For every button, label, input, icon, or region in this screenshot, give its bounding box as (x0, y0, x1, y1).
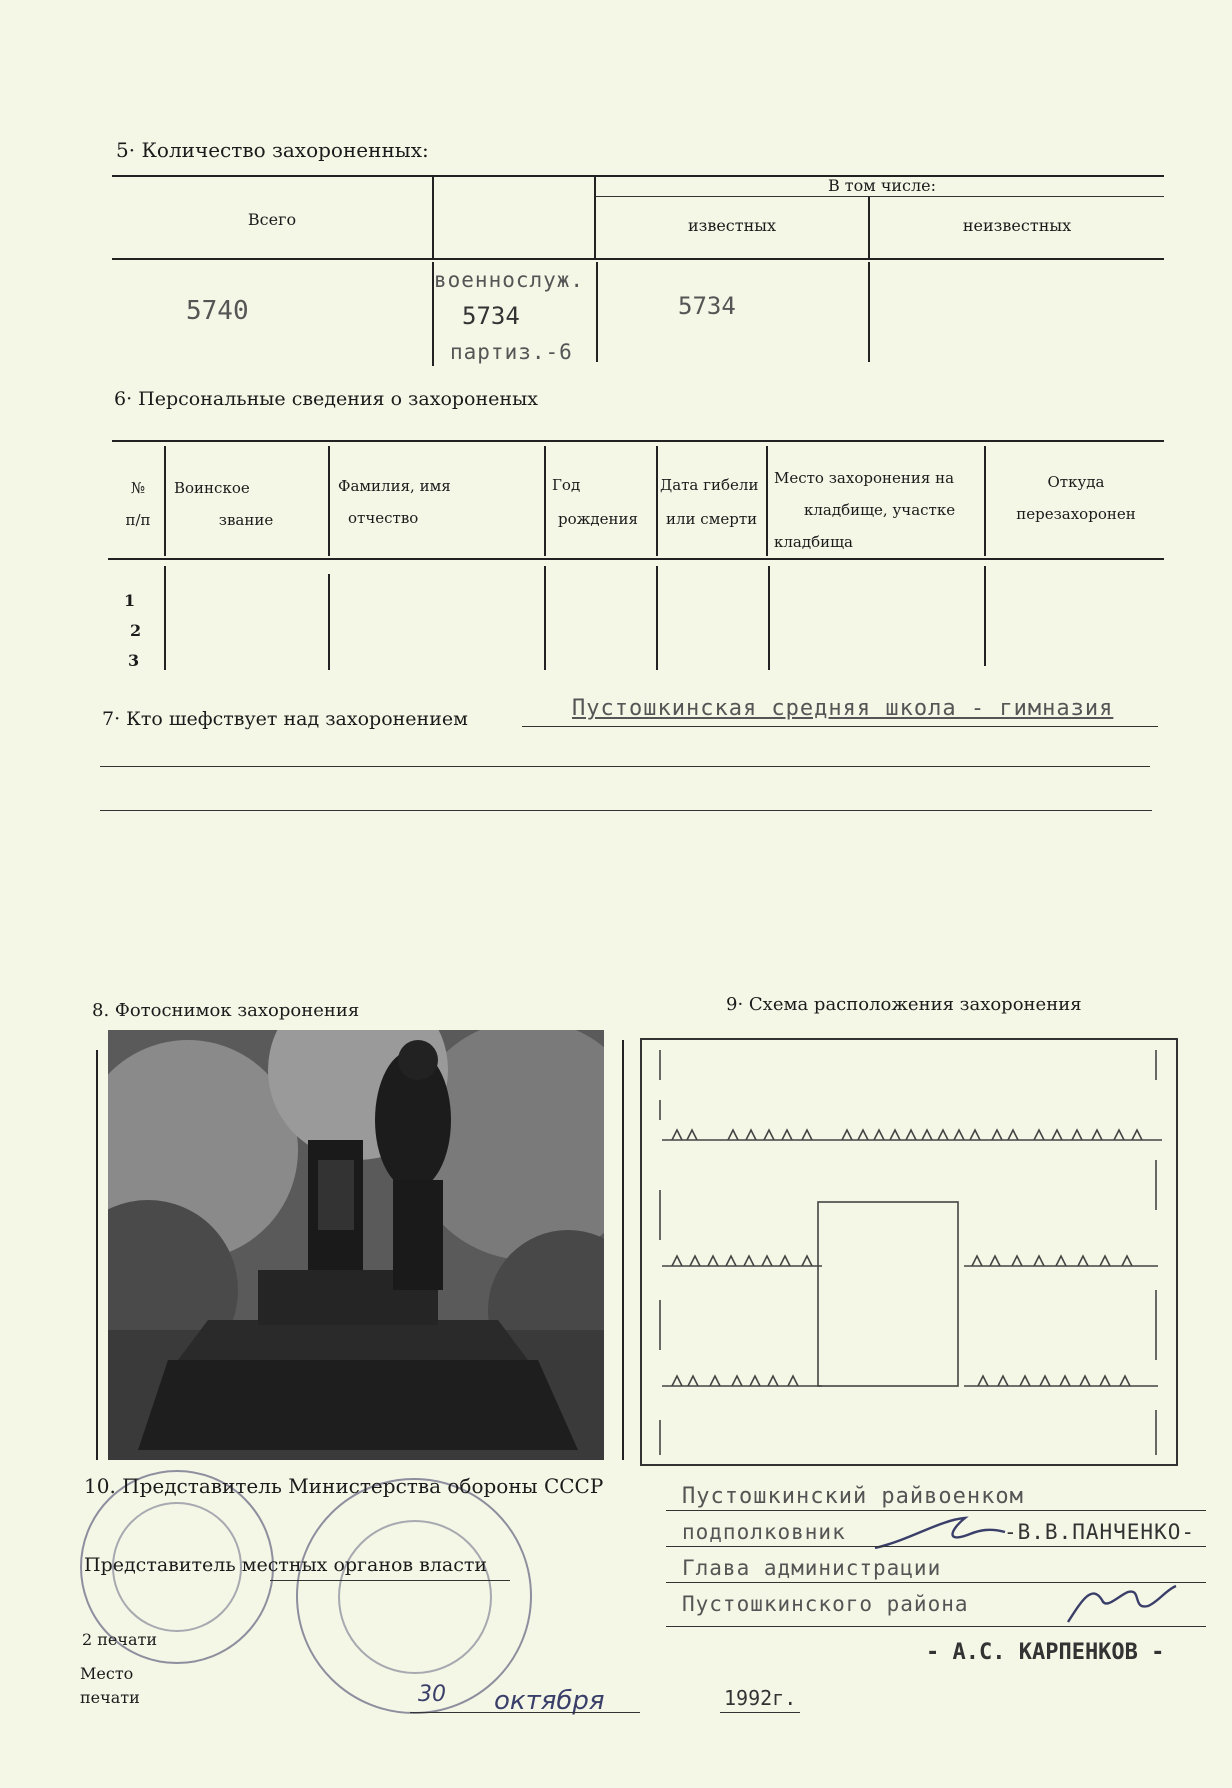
admin-district: Пустошкинского района (682, 1592, 969, 1616)
hdr-from-2: перезахоронен (1016, 505, 1136, 523)
commissar-title: Пустошкинский райвоенком (682, 1484, 1024, 1509)
seal-place-label-2: печати (80, 1688, 140, 1707)
total-count: 5740 (186, 296, 249, 326)
section-8-title: 8. Фотоснимок захоронения (92, 1000, 360, 1021)
year-line (720, 1712, 800, 1713)
admin-name: - А.С. КАРПЕНКОВ - (926, 1640, 1165, 1665)
hdr-rank (166, 472, 326, 536)
partisan-count: партиз.-6 (450, 340, 573, 364)
hdr-from (988, 466, 1164, 530)
blank-line (100, 810, 1152, 811)
in-total-header: В том числе: (827, 176, 937, 195)
header-bottom-line (108, 558, 1164, 560)
col-divider (164, 446, 166, 556)
local-rep-line (270, 1580, 510, 1581)
admin-signature (1062, 1570, 1182, 1630)
hdr-name (334, 470, 544, 534)
section-7-title: 7· Кто шефствует над захоронением (102, 708, 468, 730)
col-divider (164, 566, 166, 670)
row-number: 1 (124, 591, 136, 610)
commissar-rank: подполковник (682, 1520, 846, 1544)
mil-count: 5734 (462, 302, 520, 330)
date-month: октября (494, 1686, 605, 1716)
subheader-line (596, 196, 1164, 197)
col-known-header: известных (687, 216, 777, 235)
hdr-num-2: п/п (125, 511, 151, 529)
commissar-name: -В.В.ПАНЧЕНКО- (1004, 1520, 1196, 1544)
col-divider (868, 197, 870, 259)
admin-title: Глава администрации (682, 1556, 942, 1580)
memorial-photo (108, 1030, 604, 1460)
hdr-place-1: Место захоронения на (774, 469, 955, 487)
blank-line (100, 766, 1150, 767)
col-divider (544, 566, 546, 670)
location-scheme (640, 1038, 1178, 1466)
col-divider (984, 566, 986, 666)
col-divider (596, 262, 598, 362)
col-divider (766, 446, 768, 556)
scheme-drawing (642, 1040, 1176, 1464)
col-divider (328, 446, 330, 556)
col-divider (656, 566, 658, 670)
hdr-death-1: Дата гибели (660, 476, 759, 494)
local-rep-label: Представитель местных органов власти (84, 1554, 488, 1576)
col-divider (984, 446, 986, 556)
signature-line (666, 1626, 1206, 1627)
hdr-rank-1: Воинское (174, 479, 250, 497)
hdr-year-2: рождения (558, 510, 639, 528)
col-divider (594, 175, 596, 259)
hdr-place (774, 462, 986, 558)
hdr-name-2: отчество (348, 509, 419, 527)
hdr-place-3: кладбища (774, 533, 853, 551)
patron-line (522, 726, 1158, 727)
hdr-rank-2: звание (218, 511, 274, 529)
date-year: 1992г. (724, 1686, 797, 1710)
hdr-death (660, 468, 768, 536)
row-number: 2 (130, 621, 142, 640)
date-day: 30 (418, 1682, 446, 1707)
col-unknown-header: неизвестных (962, 216, 1072, 235)
row-numbers (124, 586, 141, 676)
known-count: 5734 (678, 292, 736, 320)
col-divider (432, 175, 434, 259)
date-line (410, 1712, 640, 1713)
hdr-num (112, 472, 164, 536)
row-number: 3 (128, 651, 140, 670)
hdr-num-1: № (130, 479, 146, 497)
administration-stamp (296, 1478, 532, 1714)
col-divider (328, 574, 330, 670)
col-divider (544, 446, 546, 556)
patron-value: Пустошкинская средняя школа - гимназия (572, 696, 1114, 721)
hdr-from-1: Откуда (1047, 473, 1105, 491)
table-top-line (112, 440, 1164, 442)
col-divider (868, 262, 870, 362)
seals-label: 2 печати (82, 1630, 158, 1649)
signature-line (666, 1546, 1206, 1547)
memorial-photo-image (108, 1030, 604, 1460)
stamp-inner-ring (338, 1520, 492, 1674)
hdr-death-2: или смерти (666, 510, 758, 528)
section-5-title: 5· Количество захороненных: (116, 138, 429, 162)
col-divider (656, 446, 658, 556)
commissar-signature (870, 1510, 1010, 1556)
hdr-year (552, 468, 658, 536)
section-10-title: 10. Представитель Министерства обороны СССР (84, 1474, 604, 1498)
section-6-title: 6· Персональные сведения о захороненых (114, 388, 538, 410)
col-total-header: Всего (247, 210, 297, 229)
seal-place-label-1: Место (80, 1664, 134, 1683)
hdr-year-1: Год (552, 476, 581, 494)
mil-label: военнослуж. (434, 268, 585, 292)
photo-frame-left (96, 1050, 98, 1460)
hdr-place-2: кладбище, участке (804, 501, 956, 519)
photo-frame-right (622, 1040, 624, 1460)
header-bottom-line (112, 258, 1164, 260)
col-divider (768, 566, 770, 670)
section-9-title: 9· Схема расположения захоронения (726, 994, 1082, 1015)
hdr-name-1: Фамилия, имя (338, 477, 451, 495)
